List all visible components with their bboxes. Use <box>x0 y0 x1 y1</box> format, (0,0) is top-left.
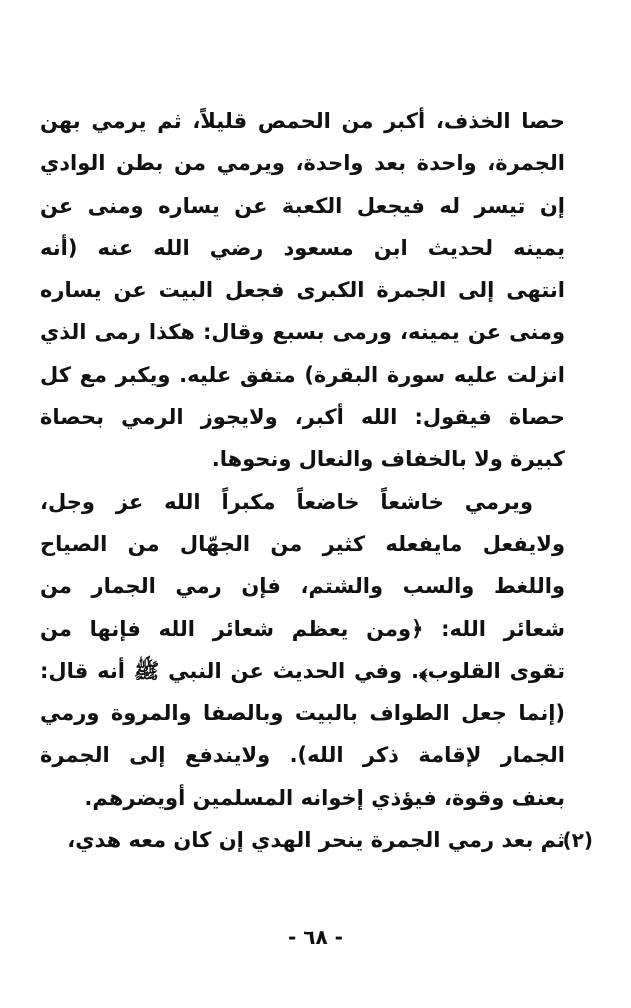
numbered-item <box>40 819 593 861</box>
body-text <box>40 100 593 861</box>
text-line: بعنف وقوة، فيؤذي إخوانه المسلمين أويضرهم. <box>84 785 565 810</box>
text-line: انتهى إلى الجمرة الكبرى فجعل البيت عن يساره <box>40 278 565 303</box>
text-line: الجمرة، واحدة بعد واحدة، ويرمي من بطن الوادي <box>40 151 565 176</box>
text-line: يمينه لحديث ابن مسعود رضي الله عنه (أنه <box>40 235 565 260</box>
page-number: - ٦٨ - <box>288 925 343 949</box>
text-line: الجمار لإقامة ذكر الله). ولايندفع إلى الجمرة <box>40 743 565 768</box>
item-number: (٢) <box>562 828 593 853</box>
paragraph-2 <box>40 481 565 819</box>
text-line: انزلت عليه سورة البقرة) متفق عليه. ويكبر مع كل <box>40 362 565 387</box>
item-text: ثم بعد رمي الجمرة ينحر الهدي إن كان معه هدي، <box>67 828 565 853</box>
text-line: ويرمي خاشعاً خاضعاً مكبراً الله عز وجل، <box>40 489 533 514</box>
text-line: شعائر الله: ﴿ومن يعظم شعائر الله فإنها من <box>40 616 565 641</box>
text-line: ولايفعل مايفعله كثير من الجهّال من الصياح <box>40 531 565 556</box>
text-line: حصا الخذف، أكبر من الحمص قليلاً، ثم يرمي بهن <box>40 109 565 133</box>
text-line: إن تيسر له فيجعل الكعبة عن يساره ومنى عن <box>40 193 565 218</box>
text-line: واللغط والسب والشتم، فإن رمي الجمار من <box>40 574 565 599</box>
text-line: (إنما جعل الطواف بالبيت وبالصفا والمروة ورمي <box>40 701 565 726</box>
text-line: حصاة فيقول: الله أكبر، ولايجوز الرمي بحصاة <box>40 405 565 430</box>
text-line: تقوى القلوب﴾. وفي الحديث عن النبي ﷺ أنه قال: <box>40 658 565 683</box>
text-line: كبيرة ولا بالخفاف والنعال ونحوها. <box>211 447 565 472</box>
paragraph-1 <box>40 100 565 481</box>
text-line: ومنى عن يمينه، ورمى بسبع وقال: هكذا رمى الذي <box>40 320 565 345</box>
